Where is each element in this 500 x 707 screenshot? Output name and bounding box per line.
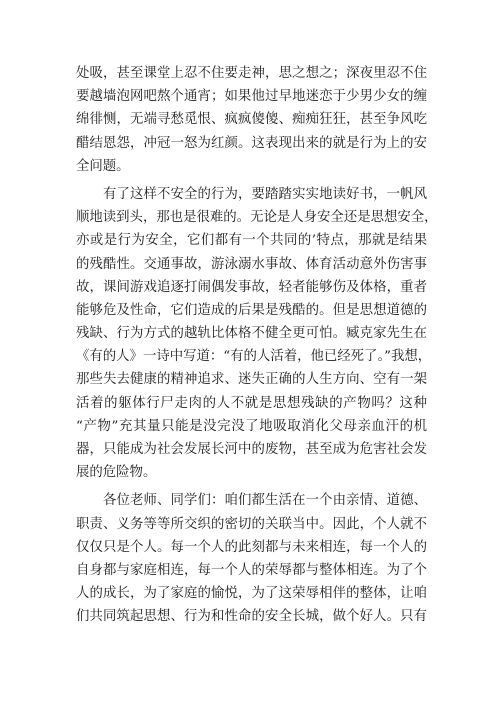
- text-line: 要越墙泡网吧熬个通宵；如果他过早地迷恋于少男少女的缠: [76, 89, 427, 105]
- text-line: 各位老师、同学们：咱们都生活在一个由亲情、道德、: [103, 493, 427, 509]
- text-line: 那些失去健康的精神追求、迷失正确的人生方向、空有一架: [76, 372, 427, 388]
- text-line: 亦或是行为安全，它们都有一个共同的’特点，那就是结果: [76, 233, 427, 249]
- paragraph-1: [76, 62, 427, 178]
- text-line: 职责、义务等等所交织的密切的关联当中。因此，个人就不: [76, 516, 427, 532]
- text-line: 醋结恩怨，冲冠一怒为红颜。这表现出来的就是行为上的安: [76, 135, 427, 151]
- text-line: “产物”充其量只能是没完没了地吸取消化父母亲血汗的机: [76, 418, 427, 434]
- text-line: 展的危险物。: [76, 465, 157, 481]
- text-line: 处吸，甚至课堂上忍不住要走神，思之想之；深夜里忍不住: [76, 66, 427, 81]
- text-line: 全问题。: [76, 158, 130, 174]
- text-line: 残缺、行为方式的越轨比体格不健全更可怕。臧克家先生在: [76, 326, 427, 342]
- text-line: 仅仅只是个人。每一个人的此刻都与未来相连，每一个人的: [76, 539, 427, 555]
- text-line: 们共同筑起思想、行为和性命的安全长城，做个好人。只有: [76, 609, 427, 625]
- text-line: 人的成长，为了家庭的愉悦，为了这荣辱相伴的整体，让咱: [76, 586, 427, 602]
- text-line: 《有的人》一诗中写道：“有的人活着，他已经死了。”我想，: [76, 349, 432, 365]
- text-line: 有了这样不安全的行为，要踏踏实实地读好书，一帆风: [103, 186, 427, 202]
- paragraph-2: [76, 183, 438, 484]
- text-line: 的残酷性。交通事故，游泳溺水事故、体育活动意外伤害事: [76, 256, 427, 272]
- text-line: 故，课间游戏追逐打闹偶发事故，轻者能够伤及体格，重者: [76, 279, 427, 295]
- text-line: 自身都与家庭相连，每一个人的荣辱都与整体相连。为了个: [76, 562, 427, 578]
- paragraph-3: [76, 489, 427, 628]
- text-line: 器，只能成为社会发展长河中的废物，甚至成为危害社会发: [76, 442, 427, 457]
- text-line: 顺地读到头，那也是很难的。无论是人身安全还是思想安全，: [76, 210, 438, 226]
- text-line: 绵徘恻，无端寻愁觅恨、疯疯傻傻、痴痴狂狂，甚至争风吃: [76, 112, 427, 128]
- text-line: 能够危及性命，它们造成的后果是残酷的。但是思想道德的: [76, 302, 427, 318]
- document-body: [76, 62, 438, 629]
- text-line: 活着的躯体行尸走肉的人不就是思想残缺的产物吗？这种: [76, 395, 427, 411]
